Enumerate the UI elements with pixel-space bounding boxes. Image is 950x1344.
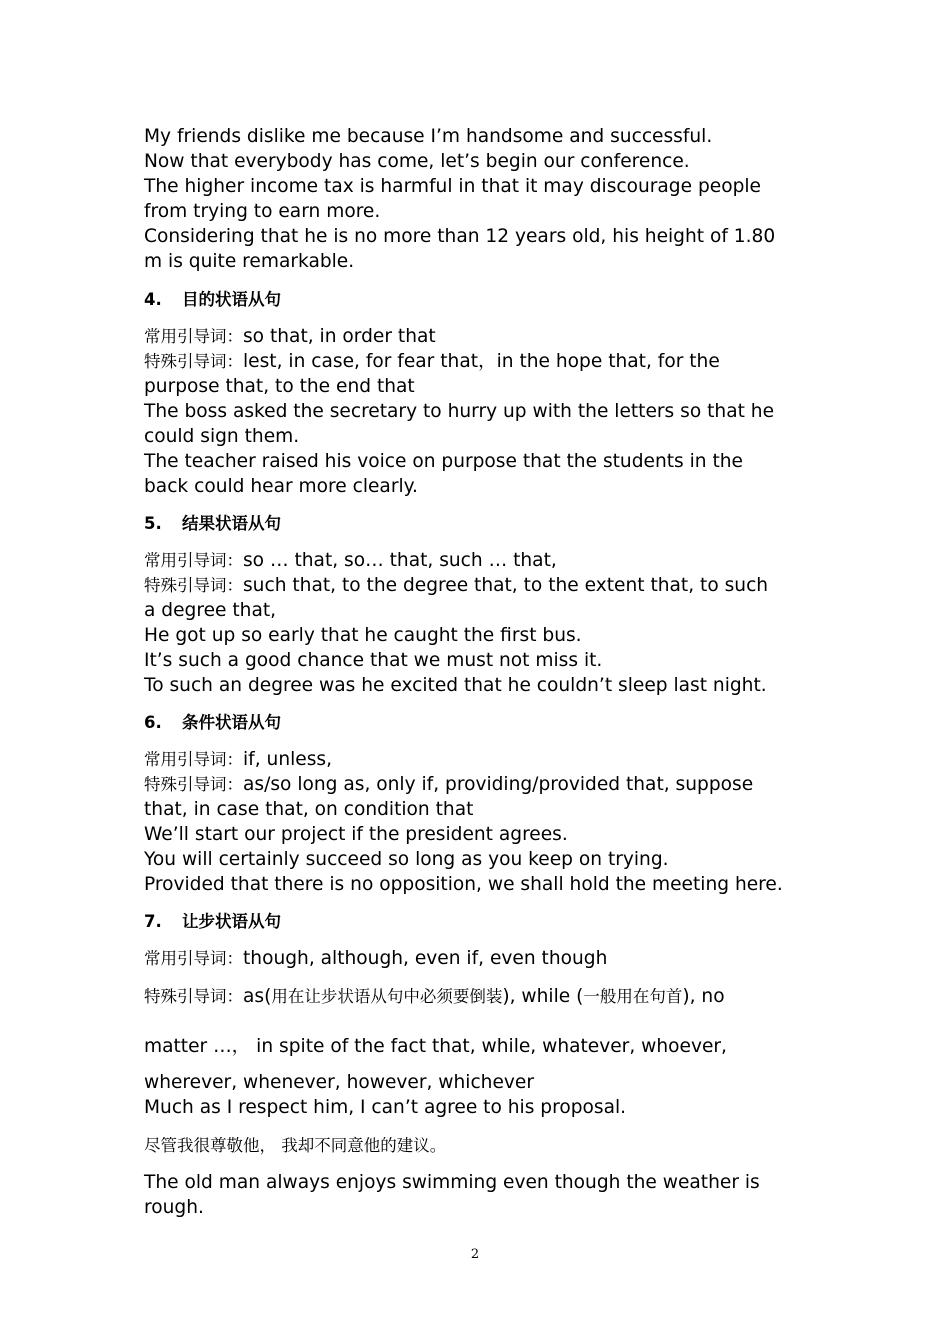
page-number: 2 [470,1247,480,1262]
intro-line: The higher income tax is harmful in that it may discourage people [144,176,761,197]
special-note: 一般用在句首 [583,987,683,1006]
special-list: such that, to the degree that, to the extent that, to such [243,575,769,596]
common-conjunctions [144,946,607,971]
example-line: To such an degree was he excited that he couldn’t sleep last night. [144,675,767,696]
example-line: The teacher raised his voice on purpose that the students in the [144,451,743,472]
special-list-cont: wherever, whenever, however, whichever [144,1072,534,1093]
example-line: rough. [144,1197,204,1218]
special-list-cont: a degree that, [144,600,277,621]
common-prefix: 常用引导词： [144,327,243,346]
example-line: It’s such a good chance that we must not miss it. [144,650,603,671]
special-list-cont: matter …， in spite of the fact that, while, whatever, whoever, [144,1036,727,1057]
special-list: lest, in case, for fear that，in the hope that, for the [243,351,720,372]
section-number: 4. [144,290,162,309]
example-line: The old man always enjoys swimming even though the weather is [144,1172,760,1193]
section-heading [144,911,281,933]
section-number: 7. [144,912,162,931]
special-conjunctions [144,984,725,1009]
intro-line: from trying to earn more. [144,201,381,222]
common-list: so that, in order that [243,326,436,347]
special-conjunctions [144,349,720,374]
special-prefix: 特殊引导词： [144,987,243,1006]
special-prefix: 特殊引导词： [144,775,243,794]
special-conjunctions [144,573,768,598]
example-line: Provided that there is no opposition, we shall hold the meeting here. [144,874,783,895]
example-line: The boss asked the secretary to hurry up with the letters so that he [144,401,775,422]
common-list: so … that, so… that, such … that, [243,550,557,571]
common-conjunctions [144,548,557,573]
special-note: 用在让步状语从句中必须要倒装 [271,987,503,1006]
special-conjunctions [144,772,753,797]
example-line: Much as I respect him, I can’t agree to his proposal. [144,1097,627,1118]
example-line: We’ll start our project if the president agrees. [144,824,568,845]
intro-line: Considering that he is no more than 12 years old, his height of 1.80 [144,226,776,247]
special-list: ), no [682,986,725,1007]
example-line: back could hear more clearly. [144,476,418,497]
section-title: 让步状语从句 [182,912,281,931]
special-list-cont: that, in case that, on condition that [144,799,474,820]
special-prefix: 特殊引导词： [144,352,243,371]
section-number: 6. [144,713,162,732]
section-title: 目的状语从句 [182,290,281,309]
special-prefix: 特殊引导词： [144,576,243,595]
common-prefix: 常用引导词： [144,949,243,968]
common-conjunctions [144,747,332,772]
special-list: as( [243,986,272,1007]
special-list: as/so long as, only if, providing/provided that, suppose [243,774,754,795]
intro-line: Now that everybody has come, let’s begin our conference. [144,151,690,172]
example-line: You will certainly succeed so long as you keep on trying. [144,849,669,870]
example-line: could sign them. [144,426,300,447]
special-list: ), while ( [502,986,584,1007]
common-prefix: 常用引导词： [144,551,243,570]
example-translation: 尽管我很尊敬他， 我却不同意他的建议。 [144,1136,447,1155]
special-list-cont: purpose that, to the end that [144,376,415,397]
intro-line: My friends dislike me because I’m handsome and successful. [144,126,713,147]
common-conjunctions [144,324,436,349]
section-heading [144,513,281,535]
section-number: 5. [144,514,162,533]
common-list: if, unless, [243,749,332,770]
section-title: 条件状语从句 [182,713,281,732]
example-line: He got up so early that he caught the first bus. [144,625,582,646]
section-heading [144,712,281,734]
intro-line: m is quite remarkable. [144,251,355,272]
common-prefix: 常用引导词： [144,750,243,769]
common-list: though, although, even if, even though [243,948,608,969]
section-title: 结果状语从句 [182,514,281,533]
section-heading [144,289,281,311]
